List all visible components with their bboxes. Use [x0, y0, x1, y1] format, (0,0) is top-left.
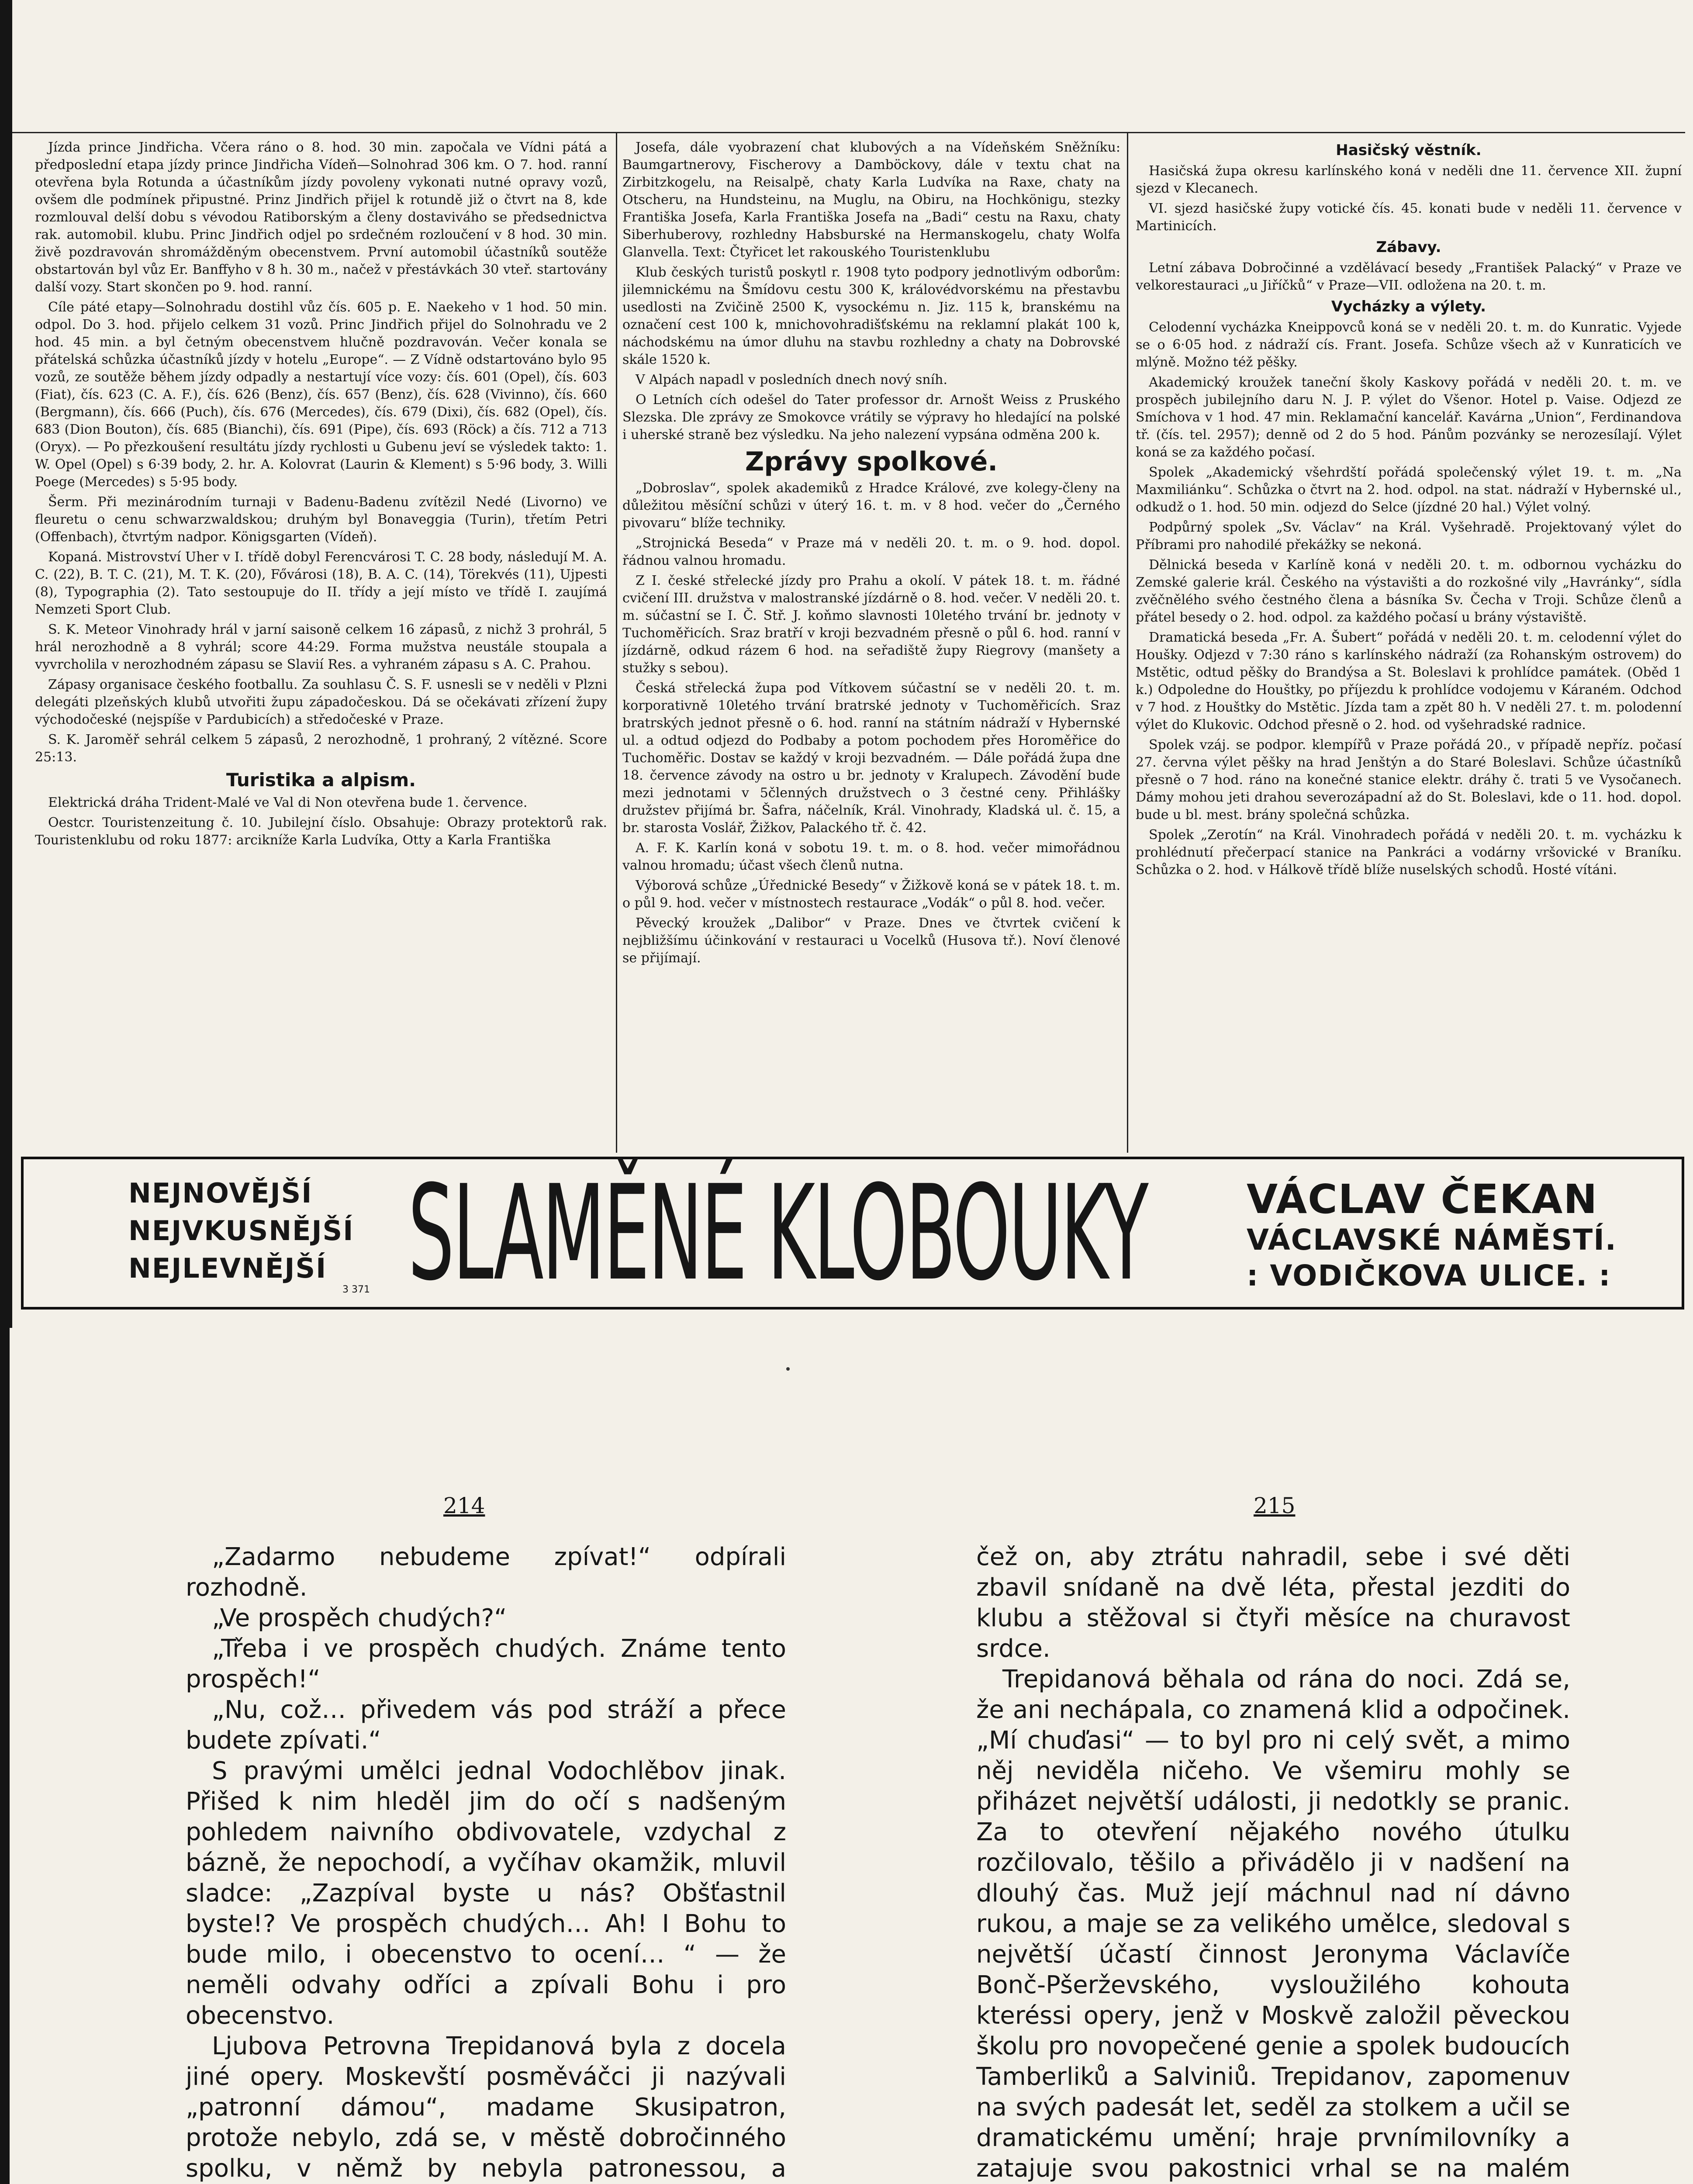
book-paragraph: „Zadarmo nebudeme zpívat!“ odpírali rozhodně. — [186, 1543, 786, 1602]
article-paragraph: Dramatická beseda „Fr. A. Šubert“ pořádá v neděli 20. t. m. celodenní výlet do Houšky. Odjezd v 7:30 ráno s karlínského nádraží (za Rohanským ostrovem) do Mstětic, odtud pěšky do Brandýsa a St. Boleslavi k prohlídce památek. (Oběd 1 k.) Odpoledne do Houštky, po příjezdu k prohlídce vodojemu v Káraném. Odchod v 7 hod. z Houštky do Mstětic. Jízda tam a zpět 80 h. V neděli 27. t. m. polodenní výlet do Klukovic. Odchod přesně o 2. hod. od vyšehradské radnice. — [1136, 630, 1682, 733]
news-column-middle — [622, 139, 1120, 1157]
article-paragraph: Spolek vzáj. se podpor. klempířů v Praze pořádá 20., v případě nepříz. počasí 27. června výlet pěšky na hrad Jenštýn a do Staré Boleslavi. Schůze účastníků přesně o 7 hod. ráno na konečné stanice elektr. dráhy č. trati 5 ve Vysočanech. Dámy mohou jeti drahou severozápadní až do St. Boleslavi, kde o 11. hod. dopol. bude u bl. mest. brány společná schůzka. — [1136, 737, 1682, 822]
book-paragraph: „Nu, což… přivedem vás pod stráží a přece budete zpívati.“ — [186, 1696, 786, 1755]
page-number-left: 214 — [443, 1493, 485, 1518]
article-paragraph: Podpůrný spolek „Sv. Václav“ na Král. Vyšehradě. Projektovaný výlet do Příbrami pro nahodilé překážky se nekoná. — [1136, 520, 1682, 553]
column-rule-2 — [1127, 133, 1128, 1153]
article-paragraph: Cíle páté etapy—Solnohradu dostihl vůz čís. 605 p. E. Naekeho v 1 hod. 50 min. odpol. Do 3. hod. přijelo celkem 31 vozů. Princ Jindřich přijel do Solnohradu ve 2 hod. 45 min. a byl četným obecenstvem hlučně pozdravován. Večer konala se přátelská schůzka účastníků jízdy v hotelu „Europe“. — Z Vídně odstartováno bylo 95 vozů, ze soutěže během jízdy odpadly a nestartují více vozy: čís. 601 (Opel), čís. 603 (Fiat), čís. 623 (C. A. F.), čís. 626 (Benz), čís. 657 (Benz), čís. 628 (Vivinno), čís. 660 (Bergmann), čís. 666 (Puch), čís. 676 (Mercedes), čís. 679 (Dixi), čís. 682 (Opel), čís. 683 (Dion Bouton), čís. 685 (Bianchi), čís. 691 (Pipe), čís. 693 (Röck) a čís. 712 a 713 (Oryx). — Po přezkoušení resultátu jízdy rychlosti u Gubenu jeví se výsledek takto: 1. W. Opel (Opel) s 6·39 body, 2. hr. A. Kolovrat (Laurin & Klement) s 5·96 body, 3. Willi Poege (Mercedes) s 5·95 body. — [35, 300, 607, 490]
book-paragraph: Trepidanová běhala od rána do noci. Zdá se, že ani nechápala, co znamená klid a odpočinek. „Mí chuďasi“ — to byl pro ni celý svět, a mimo něj neviděla ničeho. Ve všemiru mohly se přiházet největší události, ji nedotkly se pranic. Za to otevření nějakého nového útulku rozčilovalo, těšilo a přivádělo ji v nadšení na dlouhý čas. Muž její máchnul nad ní dávno rukou, a maje se za velikého umělce, sledoval s největší účastí činnost Jeronyma Václavíče Bonč-Pšerževského, vysloužilého kohouta kteréssi opery, jenž v Moskvě založil pěveckou školu pro novopečené genie a spolek budoucích Tamberliků a Salviniů. Trepidanov, zapomenuv na svých padesát let, seděl za stolkem a učil se dramatickému umění; hraje prvnímilovníky a zatajuje svou pakostnici vrhal se na malém — [976, 1665, 1570, 2183]
page-number-right: 215 — [1254, 1493, 1296, 1518]
section-heading-zabavy: Zábavy. — [1376, 238, 1441, 256]
book-page-right — [976, 1542, 1570, 2184]
article-paragraph: Jízda prince Jindřicha. Včera ráno o 8. hod. 30 min. započala ve Vídni pátá a předposlední etapa jízdy prince Jindřicha Vídeň—Solnohrad 306 km. O 7. hod. ranní otevřena byla Rotunda a účastníkům jízdy povoleny vykonati nutné opravy vozů, ovšem dle podmínek připustné. Prinz Jindřich přijel k rotundě již o čtvrt na 8, kde rozmlouval delší dobu s vévodou Ratiborským a členy dostaviváho se předsednictva rak. automobil. klubu. Princ Jindřich odjel po srdečném rozloučení v 8 hod. 30 min. živě pozdravován shromážděným obecenstvem. První automobil účastníků soutěže obstartován byl vůz Er. Banffyho v 8 h. 30 m., načež v přestávkách 30 vteř. startovány další vozy. Start skončen po 9. hod. ranní. — [35, 140, 607, 295]
book-paragraph: „Ve prospěch chudých?“ — [212, 1604, 507, 1632]
article-paragraph: V Alpách napadl v posledních dnech nový sníh. — [636, 372, 948, 387]
article-paragraph: Šerm. Při mezinárodním turnaji v Badenu-Badenu zvítězil Nedé (Livorno) ve fleuretu o cenu schwarzwaldskou; druhým byl Bonaveggia (Turin), třetím Petri (Offenbach), čtvrtým nadpor. Königsgarten (Vídeň). — [35, 494, 607, 545]
ad-headline: SLAMĚNÉ KLOBOUKY — [408, 1157, 1147, 1310]
ad-line-newest: NEJNOVĚJŠÍ — [128, 1177, 313, 1209]
ad-merchant-name: VÁCLAV ČEKAN — [1247, 1176, 1598, 1223]
section-heading-vychazky: Vycházky a výlety. — [1331, 298, 1486, 315]
ad-line-cheapest: NEJLEVNĚJŠÍ — [128, 1252, 327, 1284]
article-paragraph: Spolek „Zerotín“ na Král. Vinohradech pořádá v neděli 20. t. m. vycházku k prohlédnutí přečerpací stanice na Pankráci a vodárny vršovické v Braníku. Schůzka o 2. hod. v Hálkově třídě blíže nuselských schodů. Hosté vítáni. — [1136, 827, 1682, 878]
article-paragraph: „Dobroslav“, spolek akademiků z Hradce Králové, zve kolegy-členy na důležitou měsíční schůzi v úterý 16. t. m. v 8 hod. večer do „Černého pivovaru“ blíže techniky. — [622, 480, 1120, 531]
book-page-left — [186, 1542, 786, 2184]
article-paragraph: VI. sjezd hasičské župy votické čís. 45. konati bude v neděli 11. července v Martinicích. — [1136, 201, 1682, 234]
article-paragraph: Akademický kroužek taneční školy Kaskovy pořádá v neděli 20. t. m. ve prospěch jubilejního daru N. J. P. výlet do Všenor. Hotel p. Vaise. Odjezd ze Smíchova v 1 hod. 47 min. Reklamační kancelář. Kavárna „Union“, Ferdinandova tř. (čís. tel. 2957); denně od 2 do 5 hod. Pánům pozvánky se nerozesílají. Výlet koná se za každého počasí. — [1136, 375, 1682, 460]
article-paragraph: „Strojnická Beseda“ v Praze má v neděli 20. t. m. o 9. hod. dopol. řádnou valnou hromadu. — [622, 536, 1120, 568]
news-column-left — [35, 139, 607, 1157]
news-column-right — [1136, 139, 1682, 1157]
article-paragraph: Oestcr. Touristenzeitung č. 10. Jubilejní číslo. Obsahuje: Obrazy protektorů rak. Touristenklubu od roku 1877: arcikníže Karla Ludvíka, Otty a Karla Františka — [35, 815, 607, 848]
book-paragraph: „Třeba i ve prospěch chudých. Známe tento prospěch!“ — [186, 1635, 786, 1693]
article-paragraph: Elektrická dráha Trident-Malé ve Val di Non otevřena bude 1. července. — [48, 795, 528, 810]
ad-address-line-1: VÁCLAVSKÉ NÁMĚSTÍ. — [1247, 1223, 1617, 1257]
top-rule — [12, 132, 1685, 133]
article-paragraph: Z I. české střelecké jízdy pro Prahu a okolí. V pátek 18. t. m. řádné cvičení III. družstva v malostranské jízdárně o 8. hod. večer. V neděli 20. t. m. súčastní se I. Č. Stř. J. koňmo slavnosti 10letého trvání br. jednoty v Tuchoměřicích. Sraz bratří v kroji bezvadném přesně o půl 6. hod. ranní v jízdárně, odkud rázem 6 hod. na seřadiště župy Riegrovy (manšety a stužky s sebou). — [622, 573, 1120, 676]
article-paragraph: Zápasy organisace českého footballu. Za souhlasu Č. S. F. usnesli se v neděli v Plzni delegáti plzeňských klubů utvořiti župu západočeskou. Dá se očekávati zřízení župy východočeské (nejspíše v Pardubicích) a středočeské v Praze. — [35, 677, 607, 727]
article-paragraph: Výborová schůze „Úřednické Besedy“ v Žižkově koná se v pátek 18. t. m. o půl 9. hod. večer v místnostech restaurace „Vodák“ o půl 8. hod. večer. — [622, 878, 1120, 911]
article-paragraph: S. K. Meteor Vinohrady hrál v jarní saisoně celkem 16 zápasů, z nichž 3 prohrál, 5 hrál nerozhodně a 8 vyhrál; score 44:29. Forma mužstva neustále stoupala a vyvrcholila v nerozhodném zápasu se Slavií Res. a vyhraném zápasu s A. C. Prahou. — [35, 622, 607, 672]
article-paragraph: O Letních cích odešel do Tater professor dr. Arnošt Weiss z Pruského Slezska. Dle zprávy ze Smokovce vrátily se výpravy ho hledající na polské i uherské straně bez výsledku. Na jeho nalezení vypsána odměna 200 k. — [622, 392, 1120, 442]
scan-edge-top — [0, 0, 12, 1328]
article-paragraph: Česká střelecká župa pod Vítkovem súčastní se v neděli 20. t. m. korporativně 10letého trvání bratrské jednoty v Tuchoměřicích. Sraz bratrských jednot přesně o 6. hod. ranní na státním nádraží v Hybernské ul. a odtud odjezd do Podbaby a potom pochodem přes Horoměřice do Tuchoměřic. Dostav se každý v kroji bezvadném. — Dále pořádá župa dne 18. července závody na ostro u br. jednoty v Kralupech. Závodění bude mezi jednotami v 5členných družstvech o 3 čestné ceny. Přihlášky družstev přijímá br. Šafra, náčelník, Král. Vinohrady, Kladská ul. č. 15, a br. starosta Voslář, Žižkov, Palackého tř. č. 42. — [622, 681, 1120, 836]
article-paragraph: Spolek „Akademický všehrdští pořádá společenský výlet 19. t. m. „Na Maxmiliánku“. Schůzka o čtvrt na 2. hod. odpol. na stat. nádraží v Hybernské ul., odkudž o 1. hod. 50 min. odjezd do Selce (jízdné 20 hal.) Výlet volný. — [1136, 465, 1682, 515]
scan-edge-bottom — [0, 1328, 10, 2184]
article-paragraph: A. F. K. Karlín koná v sobotu 19. t. m. o 8. hod. večer mimořádnou valnou hromadu; účast všech členů nutna. — [622, 840, 1120, 873]
hat-advertisement — [21, 1157, 1684, 1310]
article-paragraph: Hasičská župa okresu karlínského koná v neděli dne 11. července XII. župní sjezd v Klecanech. — [1136, 163, 1682, 196]
article-paragraph: S. K. Jaroměř sehrál celkem 5 zápasů, 2 nerozhodně, 1 prohraný, 2 vítězné. Score 25:13. — [35, 732, 607, 765]
article-paragraph: Celodenní vycházka Kneippovců koná se v neděli 20. t. m. do Kunratic. Vyjede se o 6·05 hod. z nádraží cís. Frant. Josefa. Schůze všech až v Kunraticích ve mlýně. Možno též pěšky. — [1136, 320, 1682, 370]
ad-left-block — [128, 1175, 364, 1287]
article-paragraph: Letní zábava Dobročinné a vzdělávací besedy „František Palacký“ v Praze ve velkorestauraci „u Jiříčků“ v Praze—VII. odložena na 20. t. m. — [1136, 260, 1682, 293]
article-paragraph: Josefa, dále vyobrazení chat klubových a na Vídeňském Sněžníku: Baumgartnerovy, Fischerovy a Damböckovy, dále v textu chat na Zirbitzkogelu, na Reisalpě, chaty Karla Ludvíka na Raxe, chaty na Otscheru, na Hundsteinu, na Muglu, na Obiru, na Hochkönigu, stezky Františka Josefa, Karla Františka Josefa na „Badi“ cestu na Raxu, chaty Siberhuberovy, rozhledny Habsburské na Hermanskogelu, chaty Wolfa Glanvella. Text: Čtyřicet let rakouského Touristenklubu — [622, 140, 1120, 260]
section-heading-turistika: Turistika a alpism. — [226, 769, 416, 791]
section-heading-zpravy-spolkove: Zprávy spolkové. — [745, 446, 998, 477]
book-paragraph: S pravými umělci jednal Vodochlěbov jinak. Přišed k nim hleděl jim do očí s nadšeným pohledem naivního obdivovatele, vzdychal z bázně, že nepochodí, a vyčíhav okamžik, mluvil sladce: „Zazpíval byste u nás? Obšťastnil byste!? Ve prospěch chudých… Ah! I Bohu to bude milo, i obecenstvo to ocení… “ — že neměli odvahy odříci a zpívali Bohu i pro obecenstvo. — [186, 1757, 786, 2030]
article-paragraph: Klub českých turistů poskytl r. 1908 tyto podpory jednotlivým odborům: jilemnickému na Šmídovu cestu 300 K, královédvorskému na přestavbu usedlosti na Zvičině 2500 K, vysockému n. Jiz. 115 k, branskému na označení cest 100 k, mnichovohradišťskému na reklamní plakát 100 k, náchodskému na úmor dluhu na stavbu rozhledny a chaty na Dobrovské skále 1520 k. — [622, 265, 1120, 367]
article-paragraph: Dělnická beseda v Karlíně koná v neděli 20. t. m. odbornou vycházku do Zemské galerie král. Českého na výstavišti a do rozkošné vily „Havránky“, sídla zvěčnělého svého čestného člena a básníka Sv. Čecha v Troji. Schůze členů a přátel besedy o 2. hod. odpol. za každého počasí u brány výstaviště. — [1136, 557, 1682, 625]
column-rule-1 — [616, 133, 617, 1153]
ad-right-block — [1247, 1177, 1675, 1294]
scan-speck — [786, 1367, 790, 1371]
book-paragraph: čež on, aby ztrátu nahradil, sebe i své děti zbavil snídaně na dvě léta, přestal jezditi do klubu a stěžoval si čtyři měsíce na churavost srdce. — [976, 1543, 1570, 1663]
article-paragraph: Pěvecký kroužek „Dalibor“ v Praze. Dnes ve čtvrtek cvičení k nejbližšímu účinkování v restauraci u Vocelků (Husova tř.). Noví členové se přijímají. — [622, 916, 1120, 966]
ad-line-tasteful: NEJVKUSNĚJŠÍ — [128, 1215, 354, 1247]
ad-address-line-2: : VODIČKOVA ULICE. : — [1247, 1259, 1611, 1292]
ad-number: 3 371 — [342, 1284, 370, 1295]
article-paragraph: Kopaná. Mistrovství Uher v I. třídě dobyl Ferencvárosi T. C. 28 body, následují M. A. C. (22), B. T. C. (21), M. T. K. (20), Fővárosi (18), B. A. C. (14), Törekvés (11), Ujpesti (8), Typographia (2). Tato sestoupuje do II. třídy a její místo ve třídě I. zaujímá Nemzeti Sport Club. — [35, 549, 607, 617]
section-heading-hasicsky: Hasičský věstník. — [1336, 142, 1482, 159]
book-paragraph: Ljubova Petrovna Trepidanová byla z docela jiné opery. Moskevští posměváčci ji nazývali „patronní dámou“, madame Skusipatron, protože nebylo, zdá se, v městě dobročinného spolku, v němž by nebyla patronessou, a — [186, 2032, 786, 2183]
